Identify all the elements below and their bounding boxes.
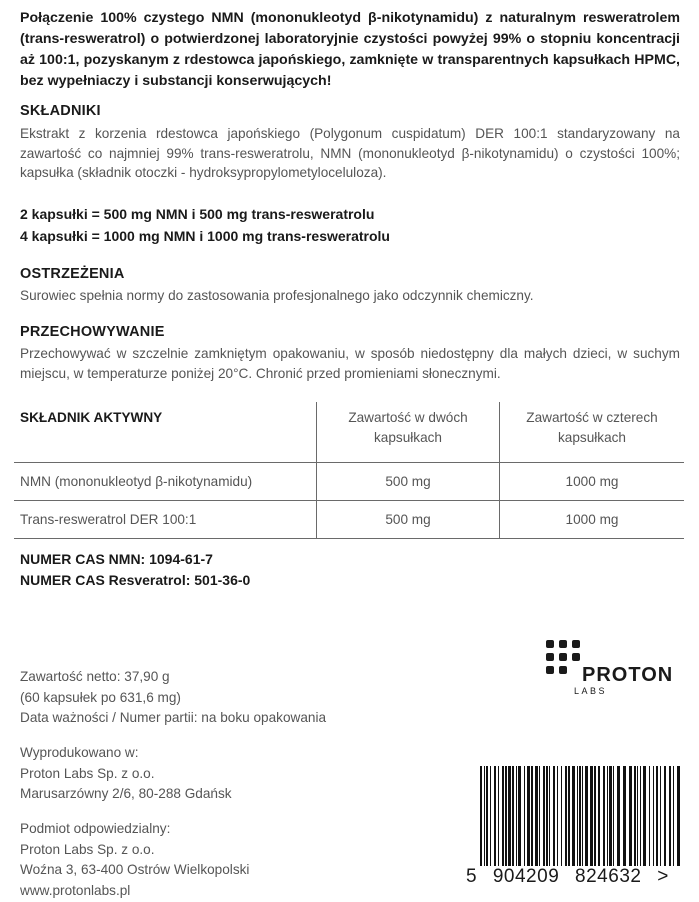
barcode-bar	[653, 766, 654, 866]
logo-sub: LABS	[574, 686, 608, 696]
barcode-bar	[524, 766, 525, 866]
warnings-heading: OSTRZEŻENIA	[20, 266, 125, 282]
barcode-bar	[629, 766, 632, 866]
barcode-bar	[498, 766, 499, 866]
barcode-bar	[572, 766, 575, 866]
producer-label: Wyprodukowano w:	[20, 745, 139, 760]
barcode-bar	[637, 766, 638, 866]
barcode-digits-left: 904209	[492, 866, 560, 887]
table-header-ingredient: SKŁADNIK AKTYWNY	[20, 410, 163, 425]
barcode-bar	[494, 766, 496, 866]
barcode-bar	[594, 766, 596, 866]
barcode-bar	[617, 766, 620, 866]
barcode-bar	[543, 766, 545, 866]
table-header-four-capsules: Zawartość w czterech kapsułkach	[500, 402, 685, 463]
warnings-text: Surowiec spełnia normy do zastosowania profesjonalnego jako odczynnik chemiczny.	[20, 288, 534, 303]
barcode-bar	[490, 766, 491, 866]
barcode-bar	[585, 766, 588, 866]
barcode-bar	[603, 766, 605, 866]
net-content-block	[20, 667, 326, 729]
dose-line-2: 4 kapsułki = 1000 mg NMN i 1000 mg trans-resweratrolu	[20, 228, 390, 244]
barcode-bar	[669, 766, 671, 866]
table-cell-two-capsules: 500 mg	[317, 463, 500, 501]
barcode-bar	[607, 766, 608, 866]
molecule-icon	[546, 640, 582, 676]
barcode-bar	[577, 766, 578, 866]
capsule-count: (60 kapsułek po 631,6 mg)	[20, 689, 181, 705]
storage-heading: PRZECHOWYWANIE	[20, 324, 165, 340]
expiry-batch: Data ważności / Numer partii: na boku opakowania	[20, 710, 327, 725]
barcode-bar	[582, 766, 583, 866]
website-link[interactable]: www.protonlabs.pl	[20, 882, 131, 898]
responsible-label: Podmiot odpowiedzialny:	[20, 821, 171, 836]
barcode-bar	[516, 766, 517, 866]
barcode-end-marker: >	[657, 866, 669, 887]
barcode-bar	[673, 766, 674, 866]
barcode-bar	[546, 766, 548, 866]
barcode-bar	[518, 766, 521, 866]
barcode-bar	[539, 766, 540, 866]
logo-name: PROTON	[582, 664, 674, 686]
ingredients-heading: SKŁADNIKI	[20, 103, 101, 119]
responsible-block	[20, 819, 249, 901]
producer-address: Marusarzówny 2/6, 80-288 Gdańsk	[20, 786, 232, 801]
barcode-bar	[664, 766, 666, 866]
cas-resveratrol: NUMER CAS Resveratrol: 501-36-0	[20, 572, 251, 588]
barcode-bar	[565, 766, 567, 866]
barcode-digits-right: 824632	[575, 866, 642, 887]
barcode-bar	[527, 766, 530, 866]
barcode-bars	[480, 766, 680, 866]
barcode-bar	[598, 766, 600, 866]
barcode-digit-lead: 5	[466, 866, 478, 887]
table-cell-four-capsules: 1000 mg	[500, 501, 685, 539]
barcode-bar	[502, 766, 504, 866]
table-cell-ingredient: Trans-resweratrol DER 100:1	[14, 501, 317, 539]
net-content: Zawartość netto: 37,90 g	[20, 669, 170, 684]
barcode-bar	[531, 766, 533, 866]
active-ingredients-table	[14, 402, 684, 539]
barcode-bar	[484, 766, 485, 866]
responsible-company: Proton Labs Sp. z o.o.	[20, 841, 155, 857]
intro-text: Połączenie 100% czystego NMN (mononukleotyd β-nikotynamidu) z naturalnym resweratrolem (trans-resweratrol) o potwierdzonej laboratoryjnie czystości powyżej 99% o stopniu koncentracji aż 100:1, pozyskanym z rdestowca japońskiego, zamknięte w transparentnych kapsułkach HPMC, bez wypełniaczy i substancji konserwujących!	[20, 10, 680, 89]
barcode-bar	[486, 766, 488, 866]
barcode-bar	[640, 766, 641, 866]
cas-nmn: NUMER CAS NMN: 1094-61-7	[20, 551, 213, 567]
barcode-bar	[660, 766, 661, 866]
table-cell-two-capsules: 500 mg	[317, 501, 500, 539]
table-row	[14, 501, 684, 539]
barcode-bar	[512, 766, 514, 866]
table-row	[14, 463, 684, 501]
ingredients-text: Ekstrakt z korzenia rdestowca japońskiego (Polygonum cuspidatum) DER 100:1 standaryzowany na zawartość co najmniej 99% trans-resweratrolu, NMN (mononukleotyd β-nikotynamidu) o czystości 100%; kapsułka (składnik otoczki - hydroksypropylometyloceluloza).	[20, 126, 680, 180]
barcode-bar	[613, 766, 614, 866]
ean-barcode	[466, 762, 692, 898]
barcode-bar	[535, 766, 538, 866]
table-header-row	[14, 402, 684, 463]
barcode-digits	[466, 866, 679, 888]
barcode-bar	[656, 766, 658, 866]
barcode-bar	[561, 766, 562, 866]
barcode-bar	[557, 766, 558, 866]
barcode-bar	[568, 766, 570, 866]
barcode-bar	[649, 766, 650, 866]
barcode-bar	[505, 766, 507, 866]
barcode-bar	[590, 766, 593, 866]
producer-company: Proton Labs Sp. z o.o.	[20, 765, 155, 781]
barcode-bar	[579, 766, 581, 866]
producer-block	[20, 743, 232, 805]
barcode-bar	[643, 766, 646, 866]
barcode-bar	[677, 766, 680, 866]
barcode-bar	[634, 766, 636, 866]
barcode-bar	[480, 766, 482, 866]
storage-text: Przechowywać w szczelnie zamkniętym opakowaniu, w sposób niedostępny dla małych dzieci, w suchym miejscu, w temperaturze poniżej 20°C. Chronić przed promieniami słonecznymi.	[20, 346, 680, 381]
table-cell-ingredient: NMN (mononukleotyd β-nikotynamidu)	[14, 463, 317, 501]
proton-labs-logo	[546, 640, 680, 696]
responsible-address: Woźna 3, 63-400 Ostrów Wielkopolski	[20, 862, 250, 877]
dose-line-1: 2 kapsułki = 500 mg NMN i 500 mg trans-resweratrolu	[20, 206, 375, 222]
table-header-two-capsules: Zawartość w dwóch kapsułkach	[317, 402, 500, 463]
barcode-bar	[609, 766, 612, 866]
barcode-bar	[508, 766, 511, 866]
barcode-bar	[549, 766, 550, 866]
barcode-bar	[623, 766, 626, 866]
barcode-bar	[553, 766, 555, 866]
table-cell-four-capsules: 1000 mg	[500, 463, 685, 501]
